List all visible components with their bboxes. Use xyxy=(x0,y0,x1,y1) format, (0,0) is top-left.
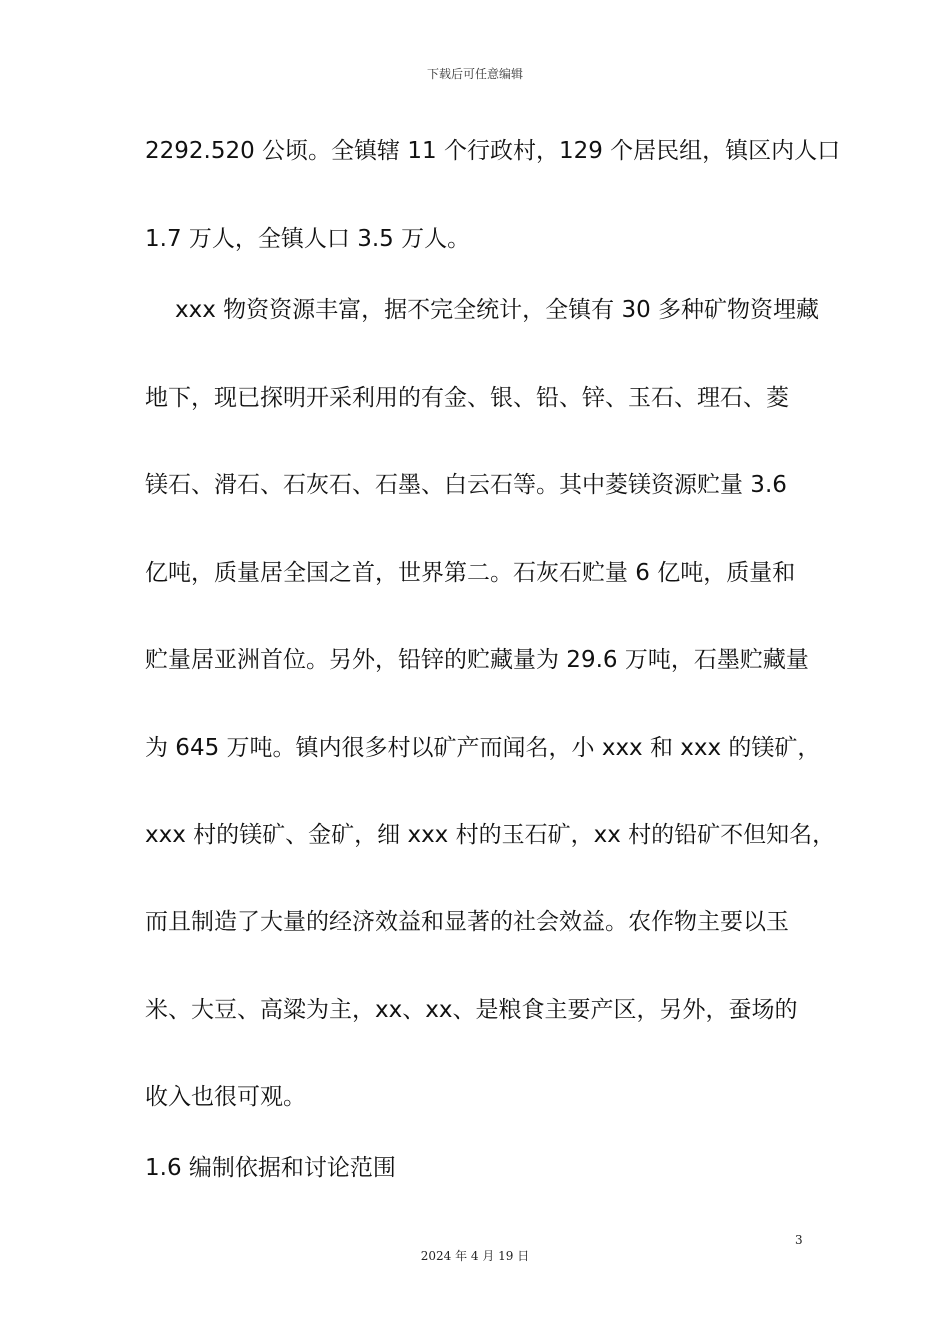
footer-date: 2024 年 4 月 19 日 xyxy=(420,1249,530,1263)
body-line: 米、大豆、高粱为主，xx、xx、是粮食主要产区，另外，蚕场的 xyxy=(145,997,798,1023)
body-line: 而且制造了大量的经济效益和显著的社会效益。农作物主要以玉 xyxy=(145,909,789,935)
body-line: 亿吨，质量居全国之首，世界第二。石灰石贮量 6 亿吨，质量和 xyxy=(145,560,796,586)
page-header: 下载后可任意编辑 xyxy=(426,67,523,81)
body-line: 镁石、滑石、石灰石、石墨、白云石等。其中菱镁资源贮量 3.6 xyxy=(145,472,787,498)
section-heading: 1.6 编制依据和讨论范围 xyxy=(145,1155,396,1181)
body-line: 贮量居亚洲首位。另外，铅锌的贮藏量为 29.6 万吨，石墨贮藏量 xyxy=(145,647,809,673)
body-line: 收入也很可观。 xyxy=(145,1084,306,1110)
body-line: 1.7 万人，全镇人口 3.5 万人。 xyxy=(145,226,471,252)
body-line: xxx 村的镁矿、金矿，细 xxx 村的玉石矿，xx 村的铅矿不但知名， xyxy=(145,822,836,848)
body-line: 为 645 万吨。镇内很多村以矿产而闻名，小 xxx 和 xxx 的镁矿， xyxy=(145,735,821,761)
body-line: 2292.520 公顷。全镇辖 11 个行政村，129 个居民组，镇区内人口 xyxy=(145,138,841,164)
paragraph-first-line: xxx 物资资源丰富，据不完全统计，全镇有 30 多种矿物资埋藏 xyxy=(175,297,820,323)
page-number: 3 xyxy=(795,1233,803,1247)
body-line: 地下，现已探明开采利用的有金、银、铅、锌、玉石、理石、菱 xyxy=(145,385,789,411)
